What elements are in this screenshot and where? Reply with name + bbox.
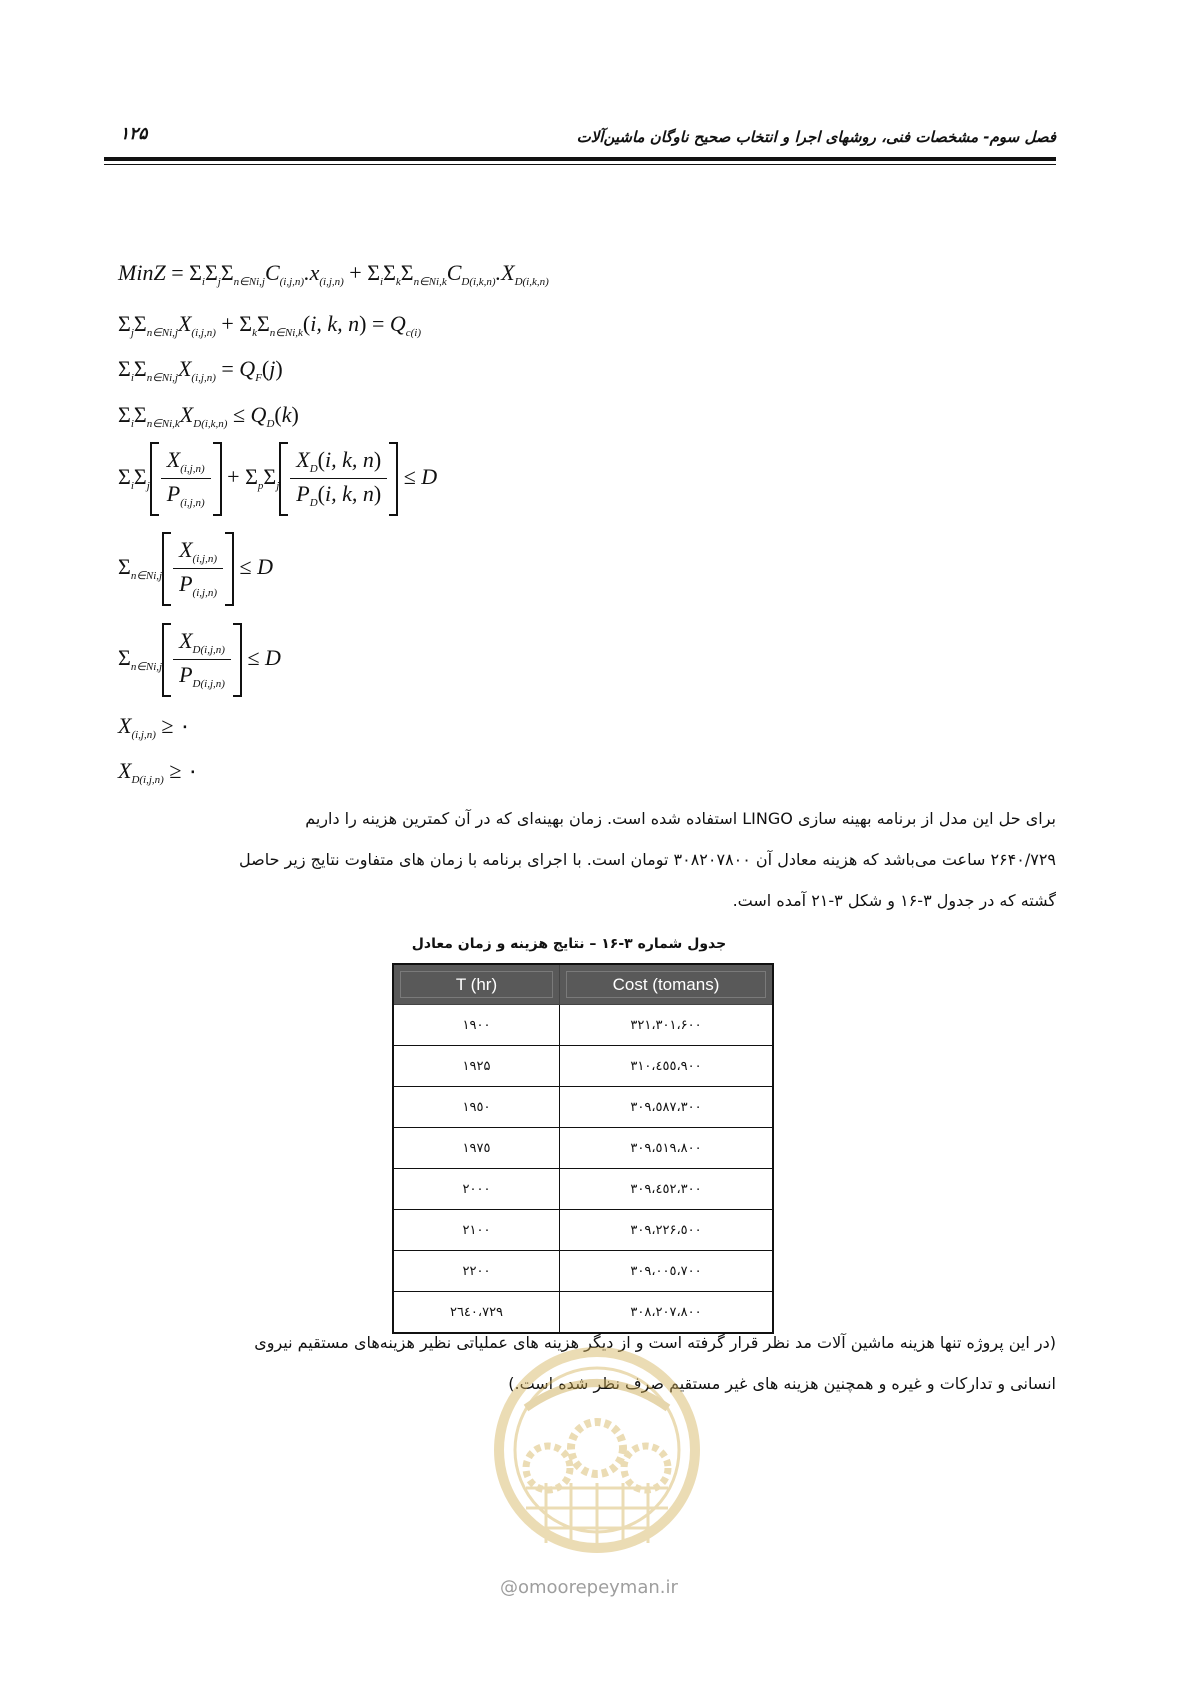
cost-cell: ۳۲۱،۳۰۱،۶۰۰ [560,1005,774,1046]
table-row [393,1251,773,1292]
table-row [393,1210,773,1251]
cost-cell: ۳۰۹،۲۲۶،٥۰۰ [560,1210,774,1251]
time-cell: ۱۹۰۰ [393,1005,560,1046]
table-header-row [393,964,773,1005]
time-cell: ۲٦٤۰،۷۲۹ [393,1292,560,1334]
table-row [393,1005,773,1046]
paragraph-line-3: گشته که در جدول ۳-۱۶ و شکل ۳-۲۱ آمده است. [732,891,1056,910]
footnote-line-2: انسانی و تدارکات و غیره و همچنین هزینه های غیر مستقیم صرف نظر شده است.) [508,1374,1056,1393]
header-rule-thick [104,157,1056,161]
watermark-seal-icon [486,1338,708,1574]
paragraph-line-2: ۲۶۴۰/۷۲۹ ساعت می‌باشد که هزینه معادل آن ۳۰۸۲۰۷۸۰۰ تومان است. با اجرای برنامه با زمان های متفاوت نتایج زیر حاصل [239,850,1056,869]
equation-nonneg-2: $X_{D(i,j,n)}$ ≥ ۰ [118,758,199,786]
time-cell: ۱۹۷٥ [393,1128,560,1169]
cost-cell: ۳۰۹،٥۸۷،۳۰۰ [560,1087,774,1128]
watermark-text: @omoorepeyman.ir [500,1577,678,1598]
equation-constraint-6: $\Sigma_{n\in Ni,j}$ $\frac{X_{D(i,j,n)}}{P_{D(i,j,n)}}$ ≤ D [118,623,281,697]
time-cell: ۱۹۲۵ [393,1046,560,1087]
page-number: ۱۲۵ [120,124,148,144]
equation-constraint-4: $\Sigma_i\Sigma_j$ $\frac{X_{(i,j,n)}}{P_{(i,j,n)}}$ + $\Sigma_p\Sigma_j$ $\frac{X_D(i, k, n)}{P_D(i, k, n)}$ ≤ D [118,442,437,516]
table-row [393,1087,773,1128]
cost-cell: ۳۱۰،٤٥٥،۹۰۰ [560,1046,774,1087]
equation-constraint-3: $\Sigma_i\Sigma_{n\in Ni,k}X_{D(i,k,n)} \le Q_D(k)$ [118,402,299,430]
column-header-time: T (hr) [393,964,560,1005]
equation-constraint-1: $\Sigma_j\Sigma_{n\in Ni,j}X_{(i,j,n)} + \Sigma_k\Sigma_{n\in Ni,k}(i$, k, $n) = Q_{c(i)}$ [118,311,422,339]
time-cell: ۲۰۰۰ [393,1169,560,1210]
body-paragraph [118,798,1056,921]
table-row [393,1169,773,1210]
cost-cell: ۳۰۹،٥۱۹،۸۰۰ [560,1128,774,1169]
equation-constraint-5: $\Sigma_{n\in Ni,j}$ $\frac{X_{(i,j,n)}}{P_{(i,j,n)}}$ ≤ D [118,532,273,606]
time-cell: ۲۱۰۰ [393,1210,560,1251]
time-cell: ۱۹٥۰ [393,1087,560,1128]
table-row [393,1046,773,1087]
table-caption: جدول شماره ۳-۱۶ – نتایج هزینه و زمان معادل [411,936,727,952]
cost-cell: ۳۰۸،۲۰۷،۸۰۰ [560,1292,774,1334]
chapter-title: فصل سوم- مشخصات فنی، روشهای اجرا و انتخاب صحیح ناوگان ماشین‌آلات [576,128,1056,146]
results-table [392,963,774,1334]
paragraph-line-1: برای حل این مدل از برنامه بهینه سازی LINGO استفاده شده است. زمان بهینه‌ای که در آن کمترین هزینه را داریم [305,809,1056,828]
column-header-cost: Cost (tomans) [560,964,774,1005]
time-cell: ۲۲۰۰ [393,1251,560,1292]
equation-nonneg-1: $X_{(i,j,n)}$ ≥ ۰ [118,713,191,741]
equation-constraint-2: $\Sigma_i\Sigma_{n\in Ni,j}X_{(i,j,n)} = Q_F(j)$ [118,356,283,384]
table-row [393,1128,773,1169]
cost-cell: ۳۰۹،۰۰٥،۷۰۰ [560,1251,774,1292]
header-rule-thin [104,164,1056,165]
footnote-line-1: (در این پروژه تنها هزینه ماشین آلات مد نظر قرار گرفته است و از دیگر هزینه های عملیاتی نظیر هزینه‌های مستقیم نیروی [254,1333,1056,1352]
equation-objective: MinZ = $\Sigma_i\Sigma_j\Sigma_{n\in Ni,j}C_{(i,j,n)}.x_{(i,j,n)} + \Sigma_i\Sigma_k\Sigma_{n\in Ni,k}C_{D(i,k,n)}.X_{D(i,k,n)}$ [118,260,549,288]
cost-cell: ۳۰۹،٤٥۲،۳۰۰ [560,1169,774,1210]
